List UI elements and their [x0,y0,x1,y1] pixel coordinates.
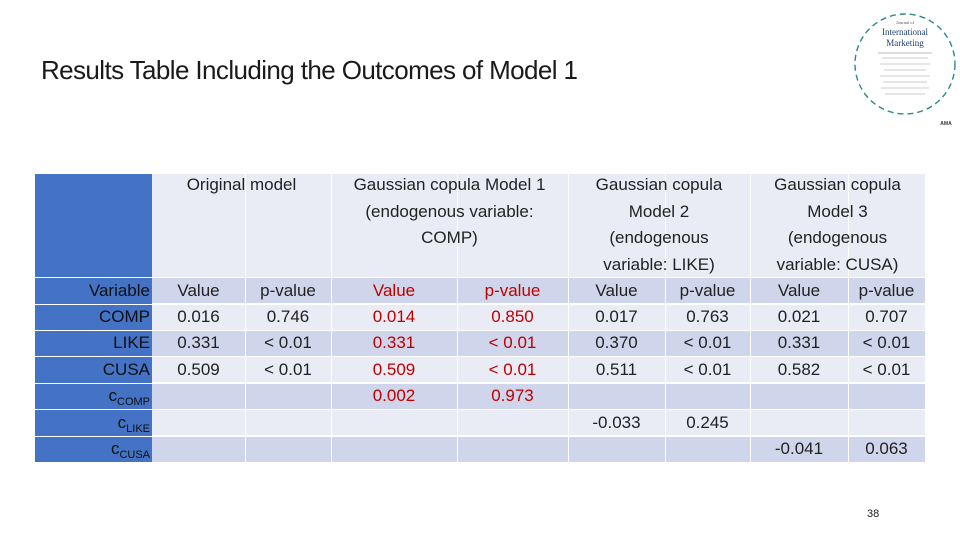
slide-title: Results Table Including the Outcomes of Model 1 [41,55,578,85]
journal-logo [850,2,960,137]
subheader-value-copula2: Value [595,281,638,300]
row-separator [35,409,925,410]
cell-copula3-c-cusa-pvalue: 0.063 [865,439,908,458]
cell-copula1-like-value: 0.331 [372,333,416,352]
cell-original-comp-value: 0.016 [177,307,220,326]
header-copula1-line3: COMP) [421,228,478,247]
cell-copula2-comp-pvalue: 0.763 [686,307,729,326]
logo-journal-line1: Journal of [895,20,915,25]
cell-copula1-cusa-pvalue: < 0.01 [488,360,537,379]
header-original-model [152,172,331,199]
row-label-variable: Variable [88,281,150,300]
subheader-value-original: Value [177,281,220,300]
c-prefix: c [110,439,120,458]
subheader-pvalue-copula2: p-value [679,281,736,300]
row-label-cusa: CUSA [102,360,150,379]
cell-copula1-like-pvalue: < 0.01 [488,333,537,352]
cell-original-like-value: 0.331 [177,333,220,352]
row-separator [35,330,925,331]
header-copula2-line3: (endogenous [609,228,709,247]
cell-copula3-c-cusa-value: -0.041 [774,439,824,458]
header-copula3-line1: Gaussian copula [774,175,901,194]
header-copula-model-3 [750,172,925,278]
cell-copula1-c-comp-value: 0.002 [372,386,416,405]
row-label-like: LIKE [113,333,150,352]
cell-copula3-like-value: 0.331 [777,333,821,352]
header-copula1-line2: (endogenous variable: [365,201,534,221]
subheader-pvalue-copula3: p-value [858,281,915,300]
row-label-comp: COMP [99,307,150,326]
cell-original-comp-pvalue: 0.746 [266,307,310,326]
subheader-value-copula1: Value [372,281,416,300]
header-copula1-line1: Gaussian copula Model 1 [353,175,546,194]
header-copula2-line1: Gaussian copula [595,175,723,194]
cell-copula2-like-value: 0.370 [595,333,638,352]
header-copula-model-2 [568,172,750,278]
cell-copula2-comp-value: 0.017 [595,307,638,326]
cell-copula1-comp-pvalue: 0.850 [491,307,534,326]
subheader-pvalue-copula1: p-value [484,281,541,300]
row-label-c-cusa [111,439,150,465]
cell-copula3-like-pvalue: < 0.01 [862,333,911,352]
c-cusa-subscript: CUSA [119,449,150,461]
logo-journal-line2: International [882,27,928,37]
c-like-subscript: LIKE [126,423,150,435]
subheader-pvalue-original: p-value [260,281,316,300]
row-separator [35,436,925,437]
cell-copula3-cusa-value: 0.582 [777,360,821,379]
logo-journal-line3: Marketing [886,38,924,48]
c-prefix: c [108,386,117,405]
cell-original-cusa-pvalue: < 0.01 [264,360,312,379]
cell-copula2-cusa-value: 0.511 [595,360,638,379]
cell-copula2-like-pvalue: < 0.01 [683,333,732,352]
cell-copula3-comp-value: 0.021 [777,307,821,326]
cell-copula1-comp-value: 0.014 [372,307,416,326]
cell-original-cusa-value: 0.509 [177,360,220,379]
header-copula-model-1 [331,172,568,252]
header-copula3-line3: (endogenous [787,228,888,247]
logo-publisher: AMA [940,121,952,127]
cell-copula1-c-comp-pvalue: 0.973 [491,386,534,405]
cell-copula3-cusa-pvalue: < 0.01 [862,360,911,379]
header-copula3-line2: Model 3 [807,201,868,221]
row-separator [35,304,925,305]
row-separator [35,383,925,384]
cell-copula2-c-like-value: -0.033 [592,413,641,432]
header-copula3-line4: variable: CUSA) [776,254,899,274]
row-band-c-like [152,409,925,435]
header-copula2-line2: Model 2 [628,201,690,221]
cell-copula1-cusa-value: 0.509 [372,360,416,379]
page-number: 38 [867,508,880,520]
row-separator [35,356,925,357]
c-prefix: c [117,413,127,432]
row-label-c-comp [109,386,151,412]
header-copula2-line4: variable: LIKE) [603,254,715,274]
c-comp-subscript: COMP [117,396,150,408]
header-original-line: Original model [186,175,297,194]
cell-original-like-pvalue: < 0.01 [264,333,312,352]
cell-copula3-comp-pvalue: 0.707 [865,307,908,326]
cell-copula2-c-like-pvalue: 0.245 [686,413,729,432]
subheader-value-copula3: Value [777,281,821,300]
cell-copula2-cusa-pvalue: < 0.01 [683,360,732,379]
row-label-c-like [118,413,150,439]
